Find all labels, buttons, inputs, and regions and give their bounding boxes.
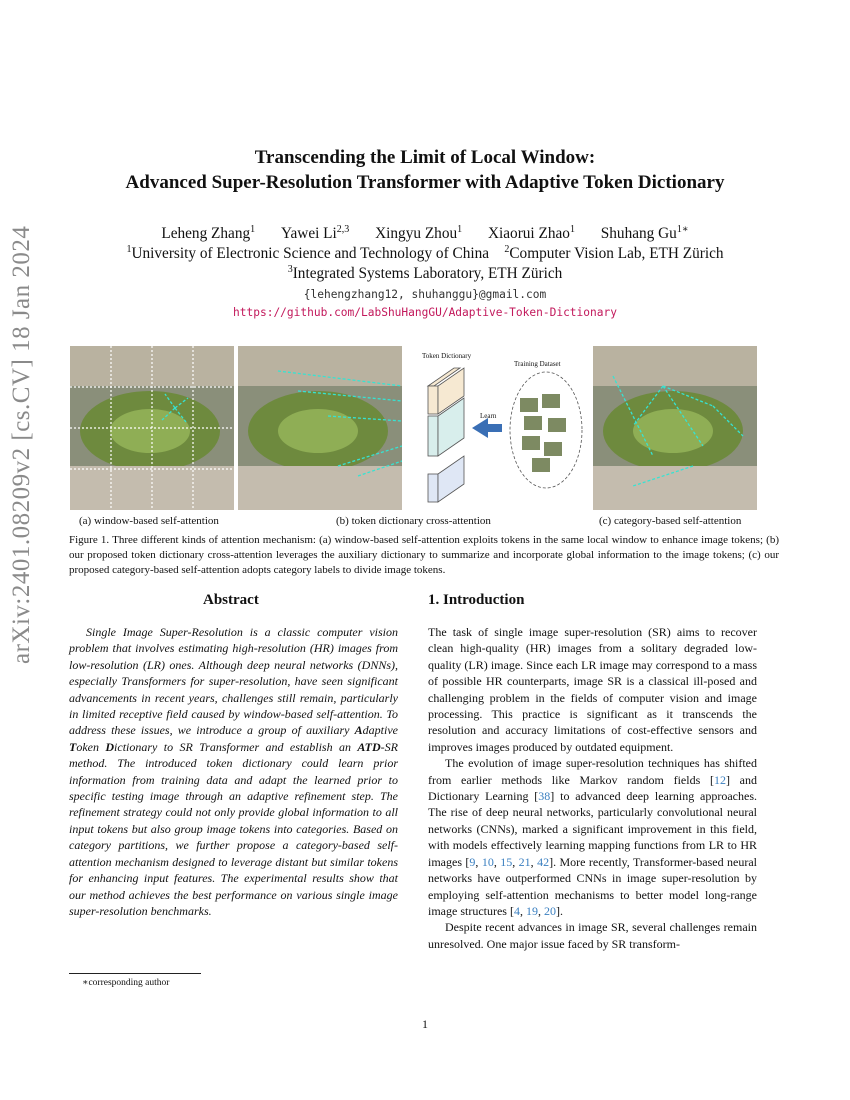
affiliation-line-1: $^1$University of Electronic Science and Technology of China $^2$Computer Vision Lab, ETH Zürich xyxy=(126,244,724,262)
citation-link[interactable]: 4 xyxy=(513,903,520,918)
author: Yawei Li$^{2,3}$ xyxy=(280,224,350,242)
figure-panel-b-image xyxy=(238,346,402,510)
citation-link[interactable]: 10 xyxy=(481,854,494,869)
author: Xiaorui Zhao$^1$ xyxy=(487,224,575,242)
training-dataset-label: Training Dataset xyxy=(514,360,561,368)
author-block xyxy=(0,224,850,284)
footnote-rule xyxy=(69,973,201,974)
intro-paragraph-2: The evolution of image super-resolution techniques has shifted from earlier methods like Markov random fields [12] and Dictionary Learning [38] to advanced deep learning approaches. The rise of deep neural networks, particularly convolutional neural networks (CNNs), marked a significant improvement in this field, with models effectively learning mapping functions from LR to HR images [9, 10, 15, 21, 42]. More recently, Transformer-based neural networks have outperformed CNNs in image super-resolution by employing self-attention mechanisms to better model long-range image structures [4, 19, 20]. xyxy=(428,756,758,918)
category-attention-illustration xyxy=(593,346,757,510)
arxiv-id-text: arXiv:2401.08209v2 [cs.CV] 18 Jan 2024 xyxy=(8,225,35,664)
figure-panel-a xyxy=(70,346,234,510)
intro-body xyxy=(428,624,757,952)
title-line-2: Advanced Super-Resolution Transformer with Adaptive Token Dictionary xyxy=(125,172,725,193)
citation-link[interactable]: 9 xyxy=(469,854,476,869)
abstract-body xyxy=(69,624,398,919)
citation-link[interactable]: 19 xyxy=(525,903,538,918)
token-dictionary-label: Token Dictionary xyxy=(422,352,472,360)
subcaption-b: (b) token dictionary cross-attention xyxy=(336,515,491,527)
contact-email: {lehengzhang12, shuhanggu}@gmail.com xyxy=(303,288,547,301)
affiliation-line-2: $^3$Integrated Systems Laboratory, ETH Zürich xyxy=(287,264,563,282)
author-list xyxy=(0,224,850,244)
citation-link[interactable]: 38 xyxy=(538,789,551,804)
abstract-paragraph: Single Image Super-Resolution is a classic computer vision problem that involves estimating high-resolution (HR) images from low-resolution (LR) ones. Although deep neural networks (DNNs), especially Transformers for super-resolution, have seen significant advancements in recent years, challenges still remain, particularly in limited receptive field caused by window-based self-attention. To address these issues, we introduce a group of auxiliary Adaptive Token Dictionary to SR Transformer and establish an ATD-SR method. The introduced token dictionary could learn prior information from training data and adapt the learned prior to specific testing image through an adaptive refinement step. The refinement strategy could not only provide global information to all input tokens but also group image tokens into categories. Based on category partitions, we further propose a category-based self-attention mechanism designed to leverage distant but similar tokens for enhancing input features. The experimental results show that our method achieves the best performance on various single image super-resolution benchmarks. xyxy=(69,625,398,918)
footnote: ∗corresponding author xyxy=(82,978,170,988)
subcaption-c: (c) category-based self-attention xyxy=(599,515,742,527)
author: Xingyu Zhou$^1$ xyxy=(375,224,463,242)
page-number: 1 xyxy=(422,1017,428,1031)
subcaption-a: (a) window-based self-attention xyxy=(79,515,219,527)
window-attention-illustration xyxy=(70,346,234,510)
citation-link[interactable]: 42 xyxy=(537,854,550,869)
intro-paragraph-1: The task of single image super-resolution (SR) aims to recover clean high-quality (HR) images from a solitary degraded low-quality (LR) image. Since each LR image may correspond to a mass of possible HR counterparts, image SR is a classical ill-posed and challenging problem in the fields of computer vision and image processing. This practice is significant as it transcends the resolution and accuracy limitations of cost-effective sensors and improves images produced by outdated equipment. xyxy=(428,625,757,754)
figure-caption: Figure 1. Three different kinds of attention mechanism: (a) window-based self-attention exploits tokens in the same local window to enhance image tokens; (b) our proposed token dictionary cross-attention leverages the auxiliary dictionary to summarize and incorporate global information to the image tokens; (c) our proposed category-based self-attention adopts category labels to divide image tokens. xyxy=(69,534,779,576)
intro-paragraph-3: Despite recent advances in image SR, several challenges remain unresolved. One major issue faced by SR transform- xyxy=(428,920,757,951)
citation-link[interactable]: 21 xyxy=(518,854,531,869)
abstract-heading: Abstract xyxy=(203,592,259,608)
title-line-1: Transcending the Limit of Local Window: xyxy=(254,147,596,168)
author: Leheng Zhang$^1$ xyxy=(161,224,256,242)
paper-title xyxy=(0,145,850,195)
repo-link[interactable]: https://github.com/LabShuHangGU/Adaptive-Token-Dictionary xyxy=(233,306,617,319)
citation-link[interactable]: 15 xyxy=(500,854,513,869)
citation-link[interactable]: 20 xyxy=(543,903,556,918)
dictionary-attention-illustration xyxy=(238,346,402,510)
citation-link[interactable]: 12 xyxy=(713,772,726,787)
token-dictionary-diagram xyxy=(402,346,587,510)
figure-panel-c xyxy=(593,346,757,510)
learn-label: Learn xyxy=(480,412,497,420)
author: Shuhang $Gu^{1∗}$ xyxy=(600,224,689,242)
intro-heading: 1. Introduction xyxy=(428,592,525,608)
